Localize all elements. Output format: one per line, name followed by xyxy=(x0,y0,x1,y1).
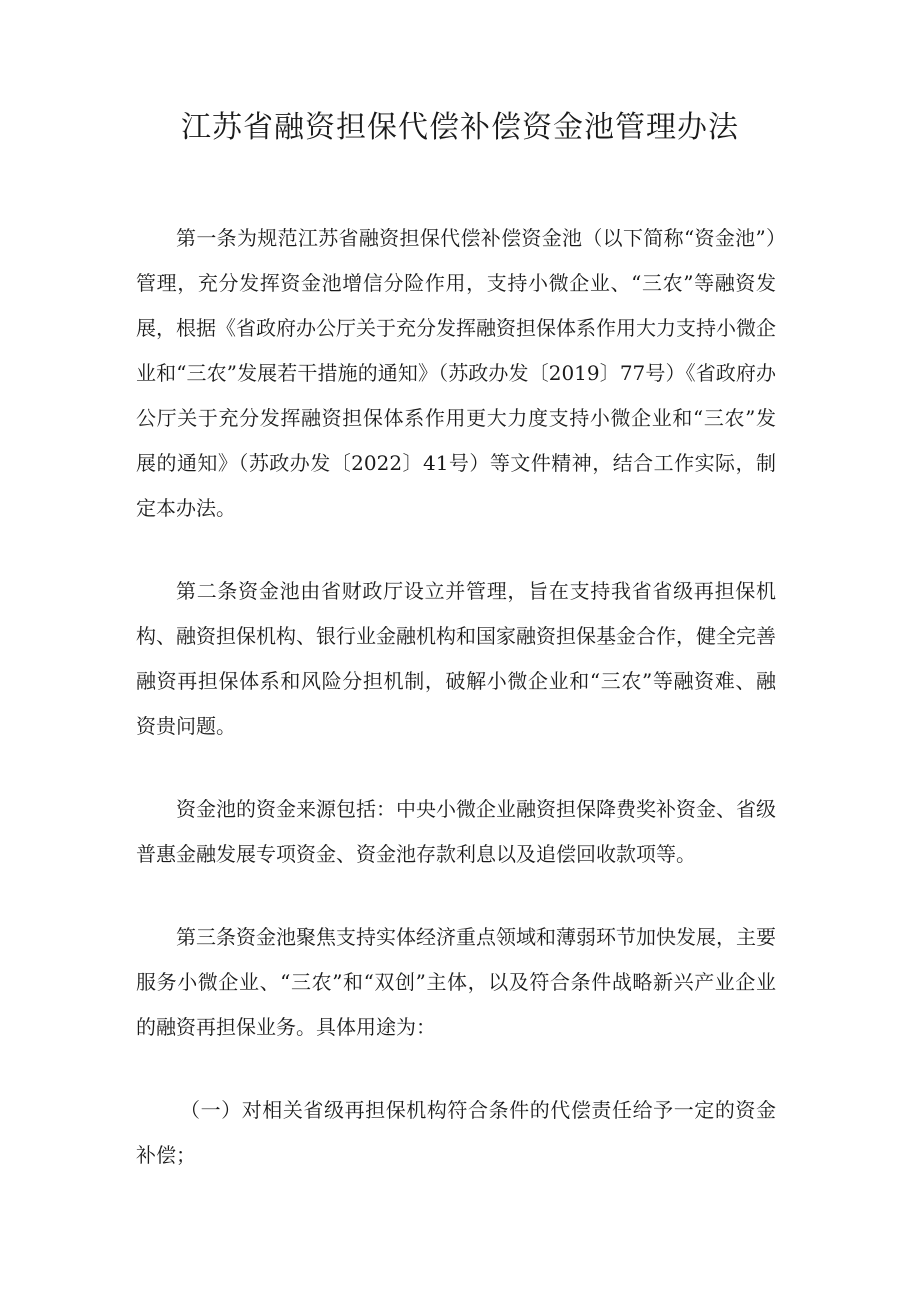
article-2-paragraph: 第二条资金池由省财政厅设立并管理，旨在支持我省省级再担保机构、融资担保机构、银行业金融机构和国家融资担保基金合作，健全完善融资再担保体系和风险分担机制，破解小微企业和“三农”等融资难、融资贵问题。 xyxy=(136,579,776,738)
document-body xyxy=(136,216,776,1216)
fund-sources-paragraph: 资金池的资金来源包括：中央小微企业融资担保降费奖补资金、省级普惠金融发展专项资金、资金池存款利息以及追偿回收款项等。 xyxy=(136,797,776,866)
article-3-paragraph: 第三条资金池聚焦支持实体经济重点领域和薄弱环节加快发展，主要服务小微企业、“三农”和“双创”主体，以及符合条件战略新兴产业企业的融资再担保业务。具体用途为： xyxy=(136,925,776,1039)
usage-item-1-paragraph: （一）对相关省级再担保机构符合条件的代偿责任给予一定的资金补偿； xyxy=(136,1098,776,1167)
document-title: 江苏省融资担保代偿补偿资金池管理办法 xyxy=(181,110,739,145)
article-1-paragraph: 第一条为规范江苏省融资担保代偿补偿资金池（以下简称“资金池”）管理，充分发挥资金池增信分险作用，支持小微企业、“三农”等融资发展，根据《省政府办公厅关于充分发挥融资担保体系作用大力支持小微企业和“三农”发展若干措施的通知》（苏政办发〔2019〕77号）《省政府办公厅关于充分发挥融资担保体系作用更大力度支持小微企业和“三农”发展的通知》（苏政办发〔2022〕41号）等文件精神，结合工作实际，制定本办法。 xyxy=(136,226,776,520)
